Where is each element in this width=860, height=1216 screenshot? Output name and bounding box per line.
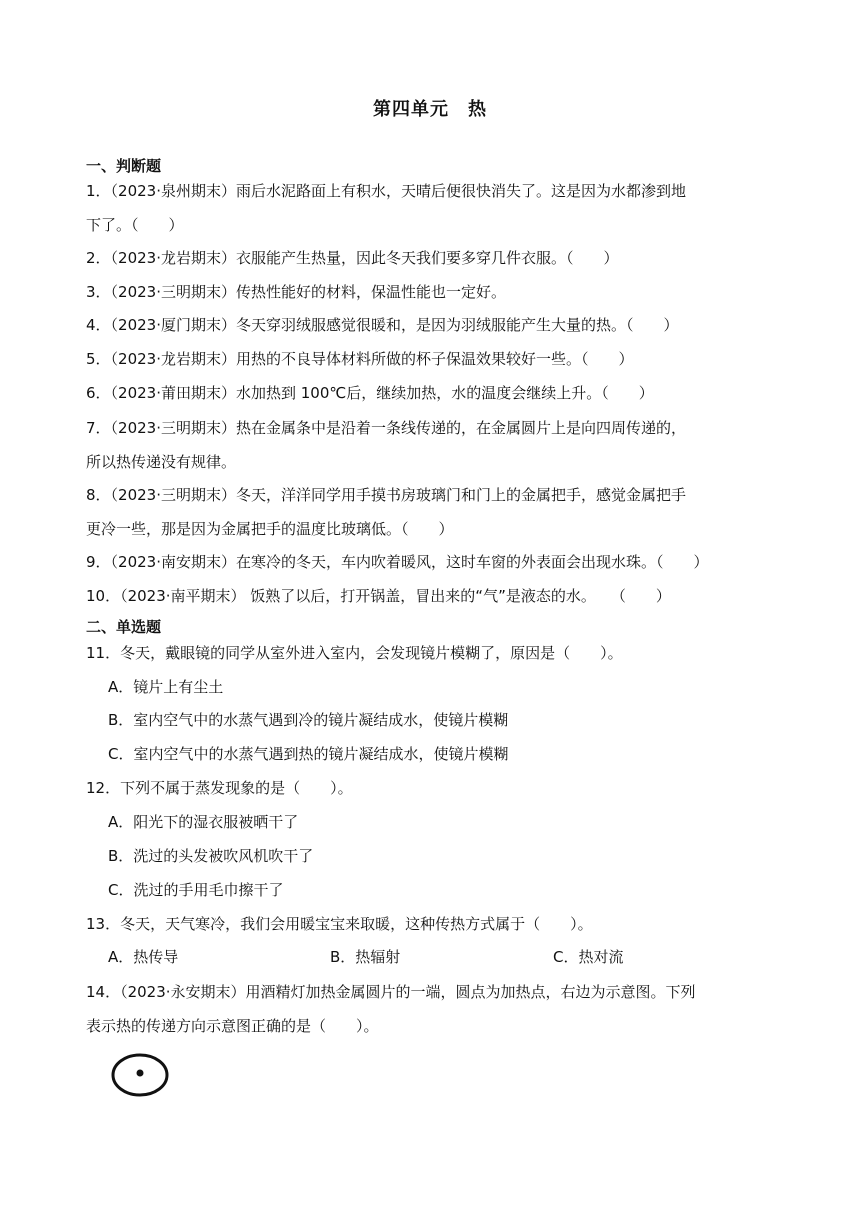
question-14-line-2: 表示热的传递方向示意图正确的是（ ）。	[86, 1017, 379, 1035]
question-1-line-2: 下了。（ ）	[86, 216, 184, 234]
question-11-option-c: C．室内空气中的水蒸气遇到热的镜片凝结成水，使镜片模糊	[108, 745, 509, 763]
metal-disc-diagram	[108, 1050, 170, 1100]
question-8-line-1: 8．（2023·三明期末）冬天，洋洋同学用手摸书房玻璃门和门上的金属把手，感觉金属把手	[86, 486, 686, 504]
question-12-option-c: C．洗过的手用毛巾擦干了	[108, 881, 284, 899]
question-14-line-1: 14．（2023·永安期末）用酒精灯加热金属圆片的一端，圆点为加热点，右边为示意图。下列	[86, 983, 696, 1001]
question-12: 12．下列不属于蒸发现象的是（ ）。	[86, 779, 353, 797]
section-heading-single-choice: 二、单选题	[86, 618, 162, 636]
question-1-line-1: 1．（2023·泉州期末）雨后水泥路面上有积水，天晴后便很快消失了。这是因为水都渗到地	[86, 182, 686, 200]
question-12-option-a: A．阳光下的湿衣服被晒干了	[108, 813, 299, 831]
section-heading-judgement: 一、判断题	[86, 157, 162, 175]
question-11: 11．冬天，戴眼镜的同学从室外进入室内，会发现镜片模糊了，原因是（ ）。	[86, 644, 623, 662]
question-9: 9．（2023·南安期末）在寒冷的冬天，车内吹着暖风，这时车窗的外表面会出现水珠。（ ）	[86, 553, 709, 571]
question-13-option-b: B．热辐射	[330, 948, 401, 966]
question-7-line-2: 所以热传递没有规律。	[86, 453, 237, 471]
question-11-option-a: A．镜片上有尘土	[108, 678, 224, 696]
question-6: 6．（2023·莆田期末）水加热到 100℃后，继续加热，水的温度会继续上升。（ ）	[86, 384, 654, 402]
question-10: 10．（2023·南平期末） 饭熟了以后，打开锅盖，冒出来的“气”是液态的水。 （ ）	[86, 587, 671, 605]
heating-point-dot	[137, 1070, 144, 1077]
question-7-line-1: 7．（2023·三明期末）热在金属条中是沿着一条线传递的，在金属圆片上是向四周传递的，	[86, 419, 686, 437]
question-8-line-2: 更冷一些，那是因为金属把手的温度比玻璃低。（ ）	[86, 520, 454, 538]
question-12-option-b: B．洗过的头发被吹风机吹干了	[108, 847, 314, 865]
question-4: 4．（2023·厦门期末）冬天穿羽绒服感觉很暖和，是因为羽绒服能产生大量的热。（ ）	[86, 316, 679, 334]
question-5: 5．（2023·龙岩期末）用热的不良导体材料所做的杯子保温效果较好一些。（ ）	[86, 350, 634, 368]
page-title: 第四单元 热	[373, 99, 487, 120]
question-11-option-b: B．室内空气中的水蒸气遇到冷的镜片凝结成水，使镜片模糊	[108, 711, 509, 729]
question-13: 13．冬天，天气寒冷，我们会用暖宝宝来取暖，这种传热方式属于（ ）。	[86, 915, 593, 933]
question-3: 3．（2023·三明期末）传热性能好的材料，保温性能也一定好。	[86, 283, 506, 301]
question-13-option-a: A．热传导	[108, 948, 179, 966]
question-2: 2．（2023·龙岩期末）衣服能产生热量，因此冬天我们要多穿几件衣服。（ ）	[86, 249, 619, 267]
question-13-option-c: C．热对流	[553, 948, 624, 966]
